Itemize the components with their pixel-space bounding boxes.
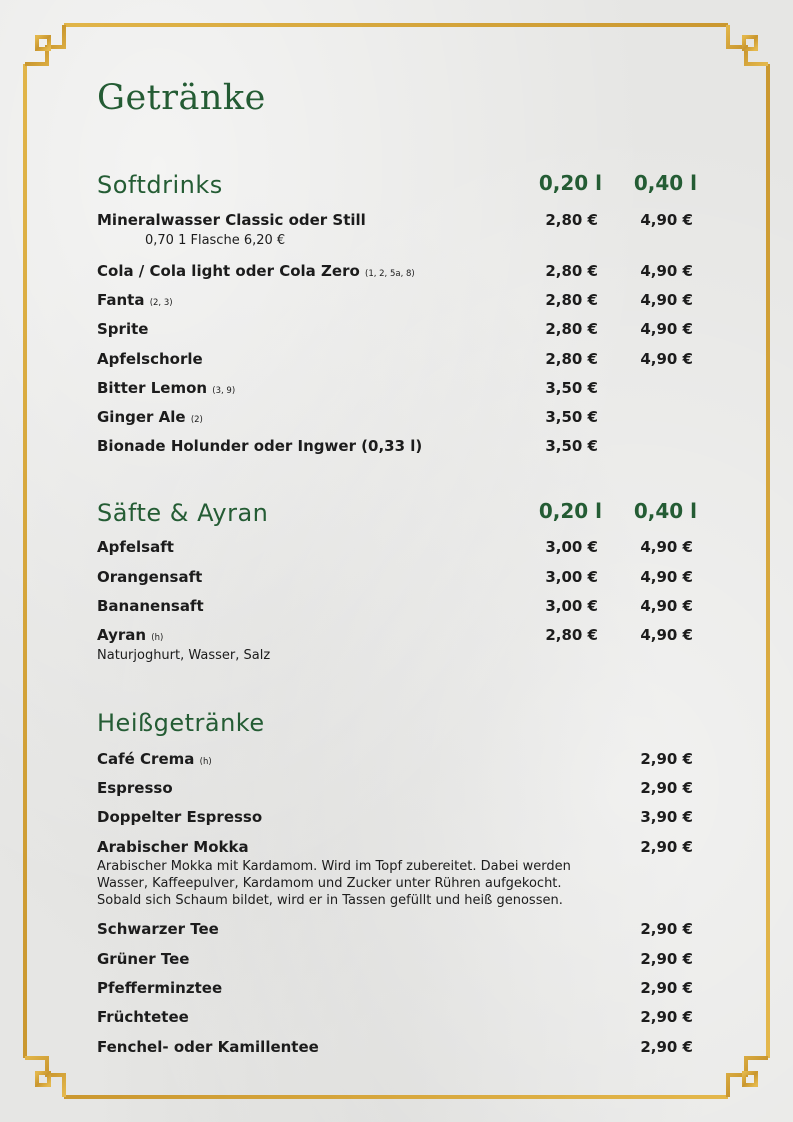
price-large: 4,90 € xyxy=(640,291,693,309)
price: 2,90 € xyxy=(640,950,693,968)
section-title: Säfte & Ayran xyxy=(97,499,269,527)
price-large: 4,90 € xyxy=(640,262,693,280)
item-name: Schwarzer Tee xyxy=(97,920,219,938)
price-large: 4,90 € xyxy=(640,350,693,368)
item-name: Früchtetee xyxy=(97,1008,189,1026)
section-header-heissgetraenke xyxy=(97,709,697,743)
price-small: 3,50 € xyxy=(545,408,598,426)
item-name: Pfefferminztee xyxy=(97,979,223,997)
price: 2,90 € xyxy=(640,750,693,768)
allergen-note: (h) xyxy=(199,757,212,767)
allergen-note: (2, 3) xyxy=(149,298,173,308)
item-name: Bionade Holunder oder Ingwer (0,33 l) xyxy=(97,437,423,455)
price: 2,90 € xyxy=(640,838,693,856)
item-name: Ayran (h) xyxy=(97,626,164,644)
item-name: Bitter Lemon (3, 9) xyxy=(97,379,236,397)
item-name: Arabischer Mokka xyxy=(97,838,249,856)
price-small: 2,80 € xyxy=(545,291,598,309)
size-column-small: 0,20 l xyxy=(538,171,602,195)
price-small: 2,80 € xyxy=(545,320,598,338)
allergen-note: (3, 9) xyxy=(212,386,236,396)
price-large: 4,90 € xyxy=(640,320,693,338)
allergen-note: (h) xyxy=(151,633,164,643)
item-name: Doppelter Espresso xyxy=(97,808,263,826)
section-header-saefte xyxy=(97,499,697,533)
price-large: 4,90 € xyxy=(640,597,693,615)
item-description: Naturjoghurt, Wasser, Salz xyxy=(97,648,271,663)
size-column-large: 0,40 l xyxy=(633,171,697,195)
price: 2,90 € xyxy=(640,1008,693,1026)
price: 2,90 € xyxy=(640,979,693,997)
price-small: 3,00 € xyxy=(545,568,598,586)
item-name: Apfelsaft xyxy=(97,538,174,556)
price: 2,90 € xyxy=(640,779,693,797)
item-name: Apfelschorle xyxy=(97,350,203,368)
price-small: 2,80 € xyxy=(545,626,598,644)
price: 2,90 € xyxy=(640,1038,693,1056)
price-small: 3,50 € xyxy=(545,379,598,397)
price-small: 3,00 € xyxy=(545,538,598,556)
item-name: Ginger Ale (2) xyxy=(97,408,203,426)
section-title: Softdrinks xyxy=(97,171,223,199)
allergen-note: (2) xyxy=(190,415,203,425)
price-small: 2,80 € xyxy=(545,262,598,280)
price-large: 4,90 € xyxy=(640,538,693,556)
item-description-line: Sobald sich Schaum bildet, wird er in Tassen gefüllt und heiß genossen. xyxy=(97,893,563,908)
item-name: Orangensaft xyxy=(97,568,203,586)
size-column-small: 0,20 l xyxy=(538,499,602,523)
item-description-line: Wasser, Kaffeepulver, Kardamom und Zucker unter Rühren aufgekocht. xyxy=(97,876,562,891)
price: 3,90 € xyxy=(640,808,693,826)
price: 2,90 € xyxy=(640,920,693,938)
size-column-large: 0,40 l xyxy=(633,499,697,523)
price-small: 3,50 € xyxy=(545,437,598,455)
price-small: 2,80 € xyxy=(545,211,598,229)
page-title: Getränke xyxy=(97,78,266,118)
item-name: Fenchel- oder Kamillentee xyxy=(97,1038,319,1056)
price-large: 4,90 € xyxy=(640,211,693,229)
price-large: 4,90 € xyxy=(640,568,693,586)
item-name: Espresso xyxy=(97,779,173,797)
item-name: Bananensaft xyxy=(97,597,204,615)
allergen-note: (1, 2, 5a, 8) xyxy=(365,269,415,279)
item-name: Fanta (2, 3) xyxy=(97,291,173,309)
item-name: Cola / Cola light oder Cola Zero (1, 2, 5a, 8) xyxy=(97,262,415,280)
section-title: Heißgetränke xyxy=(97,709,265,737)
item-name: Sprite xyxy=(97,320,149,338)
price-large: 4,90 € xyxy=(640,626,693,644)
item-description: 0,70 1 Flasche 6,20 € xyxy=(145,233,286,248)
section-header-softdrinks xyxy=(97,171,697,205)
item-name: Mineralwasser Classic oder Still xyxy=(97,211,366,229)
item-description-line: Arabischer Mokka mit Kardamom. Wird im Topf zubereitet. Dabei werden xyxy=(97,859,571,874)
item-name: Café Crema (h) xyxy=(97,750,212,768)
item-name: Grüner Tee xyxy=(97,950,190,968)
price-small: 2,80 € xyxy=(545,350,598,368)
price-small: 3,00 € xyxy=(545,597,598,615)
